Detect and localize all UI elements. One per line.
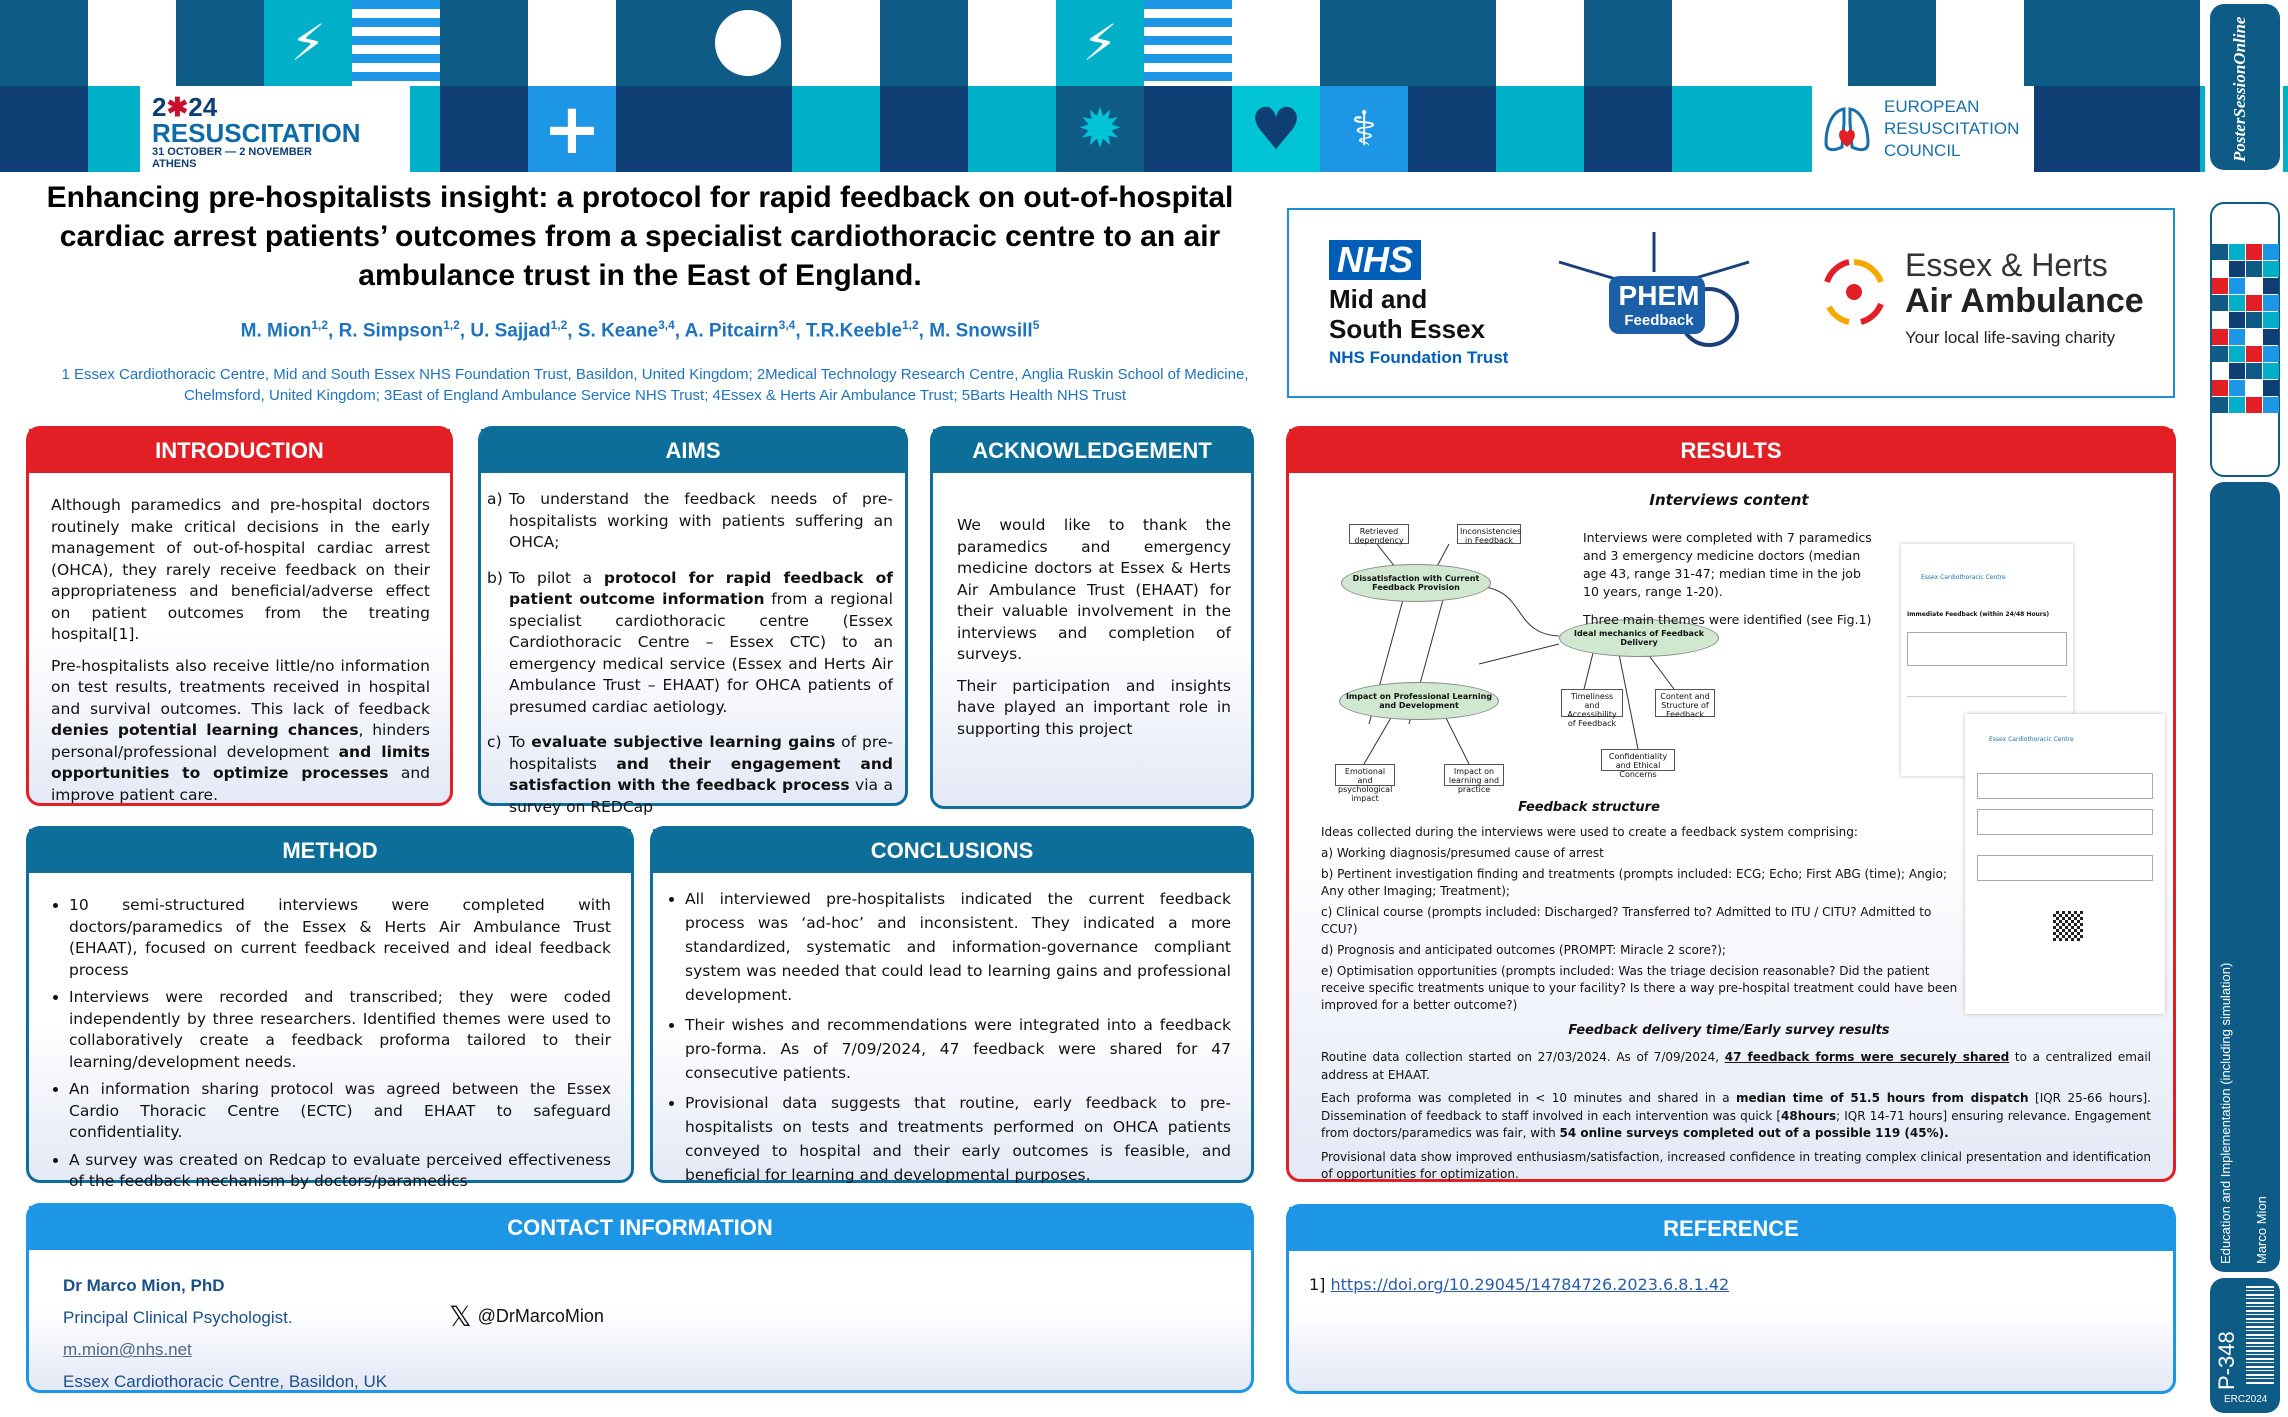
heart-icon: ♥ (1250, 95, 1302, 163)
thumbnail-tile (2229, 261, 2245, 277)
affiliations: 1 Essex Cardiothoracic Centre, Mid and South Essex NHS Foundation Trust, Basildon, United Kingdom; 2Medical Technology Research Centre, Anglia Ruskin School of Medicine, Chelmsford, United Kingdom; 3East of England Ambulance Service NHS Trust; 4Essex & Herts Air Ambulance Trust; 5Barts Health NHS Trust (61, 366, 1249, 404)
conference-dates: 31 OCTOBER — 2 NOVEMBER (152, 146, 312, 158)
banner-tile (264, 0, 352, 86)
diagram-node: Timeliness and Accessibility of Feedback (1561, 689, 1623, 717)
side-author: Marco Mion (2254, 1196, 2269, 1264)
thumbnail-tile (2229, 363, 2245, 379)
thumbnail-tile (2212, 346, 2228, 362)
contact-heading: CONTACT INFORMATION (29, 1206, 1251, 1250)
thumbnail-tile (2246, 261, 2262, 277)
conclusion-item: • Their wishes and recommendations were integrated into a feedback pro-forma. As of 7/09/2024, 47 feedback were shared for 47 consecutive patients. (685, 1013, 1231, 1085)
authors: M. Mion$^{1,2}$, R. Simpson$^{1,2}$, U. Sajjad$^{1,2}$, S. Keane$^{3,4}$, A. Pitcairn$^{3,4}$, T.R.Keeble$^{1,2}$, M. Snowsill$^5$ (240, 318, 1040, 342)
nhs-logo: NHS Mid and South Essex NHS Foundation Trust (1329, 239, 1509, 367)
banner-tile (968, 0, 1056, 86)
banner-tile (880, 86, 968, 172)
feedback-structure-item: a) Working diagnosis/presumed cause of arrest (1321, 846, 1604, 860)
reference-item: 1] https://doi.org/10.29045/14784726.2023.6.8.1.42 (1309, 1275, 1730, 1294)
thumbnail-tile (2246, 363, 2262, 379)
acknowledgement-heading: ACKNOWLEDGEMENT (933, 429, 1251, 473)
erc-line-1: EUROPEAN (1884, 97, 1980, 116)
thumbnail-tile (2246, 380, 2262, 396)
reference-doi-link[interactable]: https://doi.org/10.29045/14784726.2023.6.8.1.42 (1330, 1275, 1730, 1294)
thumbnail-tile (2263, 261, 2279, 277)
banner-tile (1144, 86, 1232, 172)
banner-tile (1496, 0, 1584, 86)
interviews-title: Interviews content (1649, 491, 1809, 509)
banner-tile (1672, 86, 1760, 172)
method-item: • An information sharing protocol was agreed between the Essex Cardio Thoracic Centre (ECTC) and EHAAT to safeguard confidentiality. (69, 1079, 611, 1144)
thumbnail-tile (2229, 312, 2245, 328)
feedback-form-preview-2: Essex Cardiothoracic Centre (1965, 714, 2165, 1014)
resuscitation-2024-logo: 2✱24 RESUSCITATION 31 OCTOBER — 2 NOVEMBER ATHENS (140, 86, 410, 172)
poster-session-online-badge[interactable]: PosterSessionOnline (2210, 4, 2280, 170)
conclusions-list (663, 887, 1231, 1187)
thumbnail-tile (2263, 329, 2279, 345)
cross-icon: + (542, 88, 602, 170)
thumbnail-tile (2229, 295, 2245, 311)
method-heading: METHOD (29, 829, 631, 873)
thumbnail-tile (2212, 295, 2228, 311)
banner-tile (1056, 86, 1144, 172)
twitter-handle[interactable]: 𝕏 @DrMarcoMion (449, 1301, 604, 1332)
contact-email-link[interactable]: m.mion@nhs.net (63, 1340, 192, 1359)
acknowledgement-paragraph-2: Their participation and insights have played an important role in supporting this project (957, 676, 1231, 738)
starburst-icon: ✹ (1077, 97, 1123, 160)
banner-tile (528, 86, 616, 172)
banner-tile (2112, 0, 2200, 86)
banner-tile (1232, 0, 1320, 86)
thumbnail-tile (2246, 346, 2262, 362)
diagram-node: Impact on learning and practice (1444, 764, 1504, 786)
conclusions-panel (650, 826, 1254, 1183)
banner-tile (0, 86, 88, 172)
banner-tile (2112, 86, 2200, 172)
results-panel (1286, 426, 2176, 1182)
banner-tile (792, 0, 880, 86)
banner-tile (176, 0, 264, 86)
aims-heading: AIMS (481, 429, 905, 473)
thumbnail-tile (2212, 261, 2228, 277)
erc-line-3: COUNCIL (1884, 141, 1961, 160)
edition-label: ERC2024 (2224, 1394, 2268, 1405)
thumbnail-tile (2229, 329, 2245, 345)
essex-herts-air-ambulance-logo: Essex & Herts Air Ambulance Your local life-saving charity (1819, 248, 2144, 348)
banner-tile (968, 86, 1056, 172)
banner-tile (1056, 0, 1144, 86)
banner-tile (1848, 0, 1936, 86)
aims-panel (478, 426, 908, 816)
aim-c: c) To evaluate subjective learning gains of pre-hospitalists and their engagement and satisfaction with the feedback process via a survey on REDCap (487, 733, 894, 816)
conference-name: RESUSCITATION (152, 118, 361, 148)
introduction-paragraph-1: Although paramedics and pre-hospital doctors routinely make critical decisions in the early management of out-of-hospital cardiac arrest (OHCA), they rarely receive feedback on their appropriateness and beneficial/adverse effect on patient outcomes from the treating hospital[1]. (51, 496, 430, 643)
thumbnail-tile (2212, 380, 2228, 396)
banner-tile (1232, 86, 1320, 172)
feedback-structure-text: Ideas collected during the interviews were used to create a feedback system comprising: a) Working diagnosis/presumed cause of arrest b) Pertinent investigation finding and treatments (prompts included: ECG; Echo; First ABG (time); Angio; Any other Imaging; Treatment); c) Clinical course (prompts included: Discharged? Transferred to? Admitted to ITU / CITU? Admitted to CCU?) d) Prognosis and anticipated outcomes (PROMPT: Miracle 2 score?); e) Optimisation opportunities (prompts included: Was the triage decision reasonable? Did the patient receive specific treatments unique to your facility? Is there a way pre-hospital treatment could have been improved for a better outcome?) (1321, 824, 1961, 1018)
reference-panel (1286, 1204, 2176, 1394)
banner-tile (528, 0, 616, 86)
method-panel (26, 826, 634, 1190)
method-item: • Interviews were recorded and transcribed; they were coded independently by three researchers. Identified themes were used to collaboratively create a feedback proforma tailored to their learning/development needs. (69, 987, 611, 1073)
aim-a: a) To understand the feedback needs of pre-hospitalists working with patients suffering an OHCA; (487, 490, 893, 551)
banner-tile (1584, 0, 1672, 86)
banner-tile (0, 0, 88, 86)
acknowledgement-panel (930, 426, 1254, 809)
banner-tile (1320, 86, 1408, 172)
method-item: • A survey was created on Redcap to evaluate perceived effectiveness of the feedback mechanism by doctors/paramedics (69, 1150, 611, 1193)
feedback-structure-title: Feedback structure (1518, 800, 1660, 815)
reference-heading: REFERENCE (1289, 1207, 2173, 1251)
banner-tile (88, 0, 176, 86)
interviews-text: Interviews were completed with 7 paramedics and 3 emergency medicine doctors (median age 43, range 31-47; median time in the job 10 years, range 1-20). Three main themes were identified (see Fig.1) (1583, 530, 1872, 627)
diagram-node: Emotional and psychological impact (1335, 764, 1395, 786)
thumbnail-tile (2246, 397, 2262, 413)
delivery-text: Routine data collection started on 27/03/2024. As of 7/09/2024, 47 feedback forms were securely shared to a centralized email address at EHAAT. Each proforma was completed in < 10 minutes and shared in a median time of 51.5 hours from dispatch [IQR 25-66 hours]. Dissemination of feedback to staff involved in each intervention was quick [48hours; IQR 14-71 hours] ensuring relevance. Engagement from doctors/paramedics was fair, with 54 online surveys completed out of a possible 119 (45%). Provisional data show improved enthusiasm/satisfaction, increased confidence in treating complex clinical presentation and identification of opportunities for optimization. (1321, 1050, 2151, 1181)
banner-tile (616, 86, 704, 172)
thumbnail-tile (2246, 278, 2262, 294)
erc-logo (1812, 86, 2034, 172)
introduction-paragraph-2: Pre-hospitalists also receive little/no information on test results, treatments received in hospital and survival outcomes. This lack of feedback denies potential learning chances, hinders personal/professional development and limits opportunities to optimize processes and improve patient care. (51, 656, 431, 804)
poster-title: Enhancing pre-hospitalists insight: a protocol for rapid feedback on out-of-hospital cardiac arrest patients’ outcomes from a specialist cardiothoracic centre to an air ambulance trust in the East of England. (46, 181, 1234, 292)
diagram-node: Inconsistencies in Feedback (1457, 524, 1521, 544)
banner-tile (616, 0, 704, 86)
contact-panel (26, 1203, 1254, 1393)
thumbnail-tile (2263, 312, 2279, 328)
feedback-structure-list (1321, 845, 1961, 1014)
thumbnail-tile (2212, 244, 2228, 260)
banner-tile (1408, 0, 1496, 86)
thumbnail-tile (2229, 380, 2245, 396)
banner-tile (1672, 0, 1760, 86)
method-list (47, 895, 611, 1193)
method-item: • 10 semi-structured interviews were completed with doctors/paramedics of the Essex & Herts Air Ambulance Trust (EHAAT), focused on current feedback received and ideal feedback process (69, 895, 611, 981)
poster-id: P-348 (2214, 1331, 2239, 1390)
theme-dissatisfaction: Dissatisfaction with Current Feedback Provision (1341, 564, 1491, 602)
barcode (2246, 1286, 2274, 1386)
feedback-structure-item: c) Clinical course (prompts included: Discharged? Transferred to? Admitted to ITU / CITU? Admitted to CCU?) (1321, 905, 1932, 936)
banner-tile (2024, 0, 2112, 86)
thumbnail-tile (2263, 346, 2279, 362)
conclusion-item: • All interviewed pre-hospitalists indicated the current feedback process was ‘ad-hoc’ and inconsistent. They indicated a more standardized, systematic and information-governance compliant system was needed that could lead to learning gains and professional development. (685, 887, 1231, 1007)
thumbnail-tile (2229, 244, 2245, 260)
qr-code-icon (2053, 911, 2083, 941)
circle-icon (715, 10, 781, 76)
poster-thumbnail[interactable] (2210, 202, 2280, 477)
rotor-icon (1819, 252, 1889, 332)
banner-tile (1320, 0, 1408, 86)
banner-tile (1760, 0, 1848, 86)
conclusions-heading: CONCLUSIONS (653, 829, 1251, 873)
feedback-structure-item: d) Prognosis and anticipated outcomes (PROMPT: Miracle 2 score?); (1321, 943, 1726, 957)
diagram-node: Retrieved dependency (1349, 524, 1409, 544)
thumbnail-tile (2212, 312, 2228, 328)
erc-line-2: RESUSCITATION (1884, 119, 2020, 138)
thumbnail-tile (2246, 312, 2262, 328)
conference-city: ATHENS (152, 158, 197, 170)
category-panel (2210, 482, 2280, 1272)
banner-tile (1584, 86, 1672, 172)
x-logo-icon: 𝕏 (449, 1301, 472, 1332)
phem-feedback-logo: PHEM Feedback (1559, 232, 1749, 362)
theme-ideal-mechanics: Ideal mechanics of Feedback Delivery (1559, 619, 1719, 657)
contact-name: Dr Marco Mion, PhD (63, 1276, 225, 1295)
conclusion-item: • Provisional data suggests that routine, early feedback to pre-hospitalists on tests and treatments performed on OHCA patients conveyed to hospital and their early outcomes is feasible, and beneficial for learning and developmental purposes. (685, 1091, 1231, 1187)
category-label: Education and Implementation (including simulation) (2218, 962, 2233, 1264)
banner-tile (704, 0, 792, 86)
lightning-icon: ⚡ (1082, 14, 1118, 72)
delivery-title: Feedback delivery time/Early survey results (1568, 1023, 1890, 1038)
banner-tile (880, 0, 968, 86)
partner-logos (1287, 208, 2175, 398)
contact-role: Principal Clinical Psychologist. (63, 1308, 293, 1327)
lungs-heart-icon (1822, 103, 1872, 155)
contact-organisation: Essex Cardiothoracic Centre, Basildon, UK (63, 1372, 388, 1391)
banner-tile (440, 0, 528, 86)
feedback-structure-item: e) Optimisation opportunities (prompts included: Was the triage decision reasonable? Did the patient receive specific treatments unique to your facility? Is there a way pre-hospital treatment could have been improved for a better outcome?) (1321, 964, 1958, 1012)
banner-tile (440, 86, 528, 172)
thumbnail-tile (2246, 244, 2262, 260)
introduction-heading: INTRODUCTION (29, 429, 450, 473)
thumbnail-tile (2263, 397, 2279, 413)
thumbnail-tile (2263, 295, 2279, 311)
thumbnail-tile (2246, 329, 2262, 345)
thumbnail-tile (2212, 397, 2228, 413)
thumbnail-tile (2212, 278, 2228, 294)
diagram-node: Confidentiality and Ethical Concerns (1601, 749, 1675, 771)
banner-tile (1144, 0, 1232, 86)
banner-tile (792, 86, 880, 172)
acknowledgement-paragraph-1: We would like to thank the paramedics and emergency medicine doctors at Essex & Herts Air Ambulance Trust (EHAAT) for their valuable involvement in the interviews and completion of surveys. (957, 516, 1231, 663)
introduction-panel (26, 426, 453, 806)
lightning-icon: ⚡ (290, 14, 326, 72)
feedback-form-preview-1: Essex Cardiothoracic Centre Immediate Feedback (within 24/48 Hours) (1901, 544, 2073, 776)
thumbnail-tile (2212, 329, 2228, 345)
diagram-node: Content and Structure of Feedback (1655, 689, 1715, 717)
feedback-structure-item: b) Pertinent investigation finding and treatments (prompts included: ECG; Echo; First ABG (time); Angio; Any other Imaging; Treatment); (1321, 867, 1948, 898)
banner-tile (2024, 86, 2112, 172)
banner-tile (352, 0, 440, 86)
thumbnail-tile (2263, 363, 2279, 379)
thumbnail-tile (2246, 295, 2262, 311)
thumbnail-tile (2212, 363, 2228, 379)
thumbnail-tile (2229, 346, 2245, 362)
poster-id-panel (2210, 1278, 2280, 1413)
banner-tile (1408, 86, 1496, 172)
thumbnail-tile (2229, 278, 2245, 294)
banner-tile (1496, 86, 1584, 172)
banner-tile (1936, 0, 2024, 86)
results-heading: RESULTS (1289, 429, 2173, 473)
thumbnail-tile (2263, 244, 2279, 260)
theme-impact-learning: Impact on Professional Learning and Development (1339, 682, 1499, 720)
thumbnail-tile (2263, 380, 2279, 396)
thumbnail-tile (2229, 397, 2245, 413)
banner-tile (704, 86, 792, 172)
aim-b: b) To pilot a protocol for rapid feedback of patient outcome information from a regional specialist cardiothoracic centre (Essex Cardiothoracic Centre – Essex CTC) to an emergency medical service (Essex and Herts Air Ambulance Trust – EHAAT) for OHCA patients of presumed cardiac aetiology. (487, 568, 893, 716)
medical-staff-icon: ⚕ (1351, 101, 1377, 157)
thumbnail-tile (2263, 278, 2279, 294)
